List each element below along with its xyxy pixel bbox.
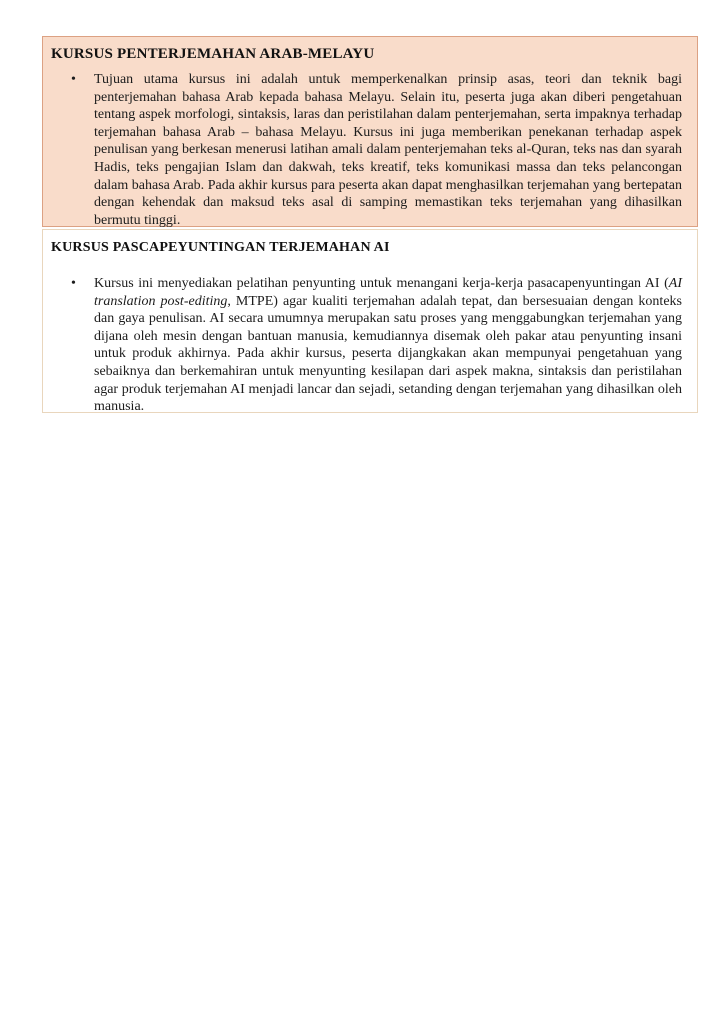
course-box-arab-melayu bbox=[42, 36, 698, 227]
course-description-mtpe bbox=[94, 275, 682, 416]
bullet-icon: • bbox=[71, 276, 76, 291]
course-title-arab-melayu: KURSUS PENTERJEMAHAN ARAB-MELAYU bbox=[51, 46, 375, 62]
course-description-arab-melayu: Tujuan utama kursus ini adalah untuk memperkenalkan prinsip asas, teori dan teknik bagi penterjemahan bahasa Arab kepada bahasa Melayu. Selain itu, peserta juga akan diberi pengetahuan tentang aspek morfologi, sintaksis, laras dan peristilahan dalam penterjemahan, serta impaknya terhadap terjemahan bahasa Arab – bahasa Melayu. Kursus ini juga memberikan penekanan terhadap aspek penulisan yang berkesan menerusi latihan amali dalam penterjemahan teks al-Quran, teks nas dan syarah Hadis, teks pengajian Islam dan dakwah, teks kreatif, teks komunikasi massa dan teks pelancongan dalam bahasa Arab. Pada akhir kursus para peserta akan dapat menghasilkan terjemahan yang bertepatan dengan kehendak dan maksud teks asal di samping memastikan teks terjemahan yang dihasilkan bermutu tinggi. bbox=[94, 72, 682, 228]
bullet-icon: • bbox=[71, 72, 76, 87]
course-title-mtpe: KURSUS PASCAPEYUNTINGAN TERJEMAHAN AI bbox=[51, 240, 390, 255]
course-bullet-item bbox=[51, 275, 689, 416]
description-prefix: Kursus ini menyediakan pelatihan penyunting untuk menangani kerja-kerja pasacapenyuntingan AI ( bbox=[94, 276, 669, 291]
description-italic-term: AI translation post-editing bbox=[94, 276, 682, 309]
course-box-mtpe bbox=[42, 229, 698, 413]
course-bullet-item bbox=[51, 71, 689, 229]
description-suffix: , MTPE) agar kualiti terjemahan adalah tepat, dan bersesuaian dengan konteks dan gaya penulisan. AI secara umumnya merupakan satu proses yang menggabungkan terjemahan yang dijana oleh mesin dengan bantuan manusia, kemudiannya disemak oleh pakar atau penyunting insani untuk produk akhirnya. Pada akhir kursus, peserta dijangkakan akan mempunyai pengetahuan yang sebaiknya dan berkemahiran untuk menyunting kesilapan dari aspek makna, sintaksis dan peristilahan agar produk terjemahan AI menjadi lancar dan sejadi, setanding dengan terjemahan yang dihasilkan oleh manusia. bbox=[94, 293, 682, 415]
